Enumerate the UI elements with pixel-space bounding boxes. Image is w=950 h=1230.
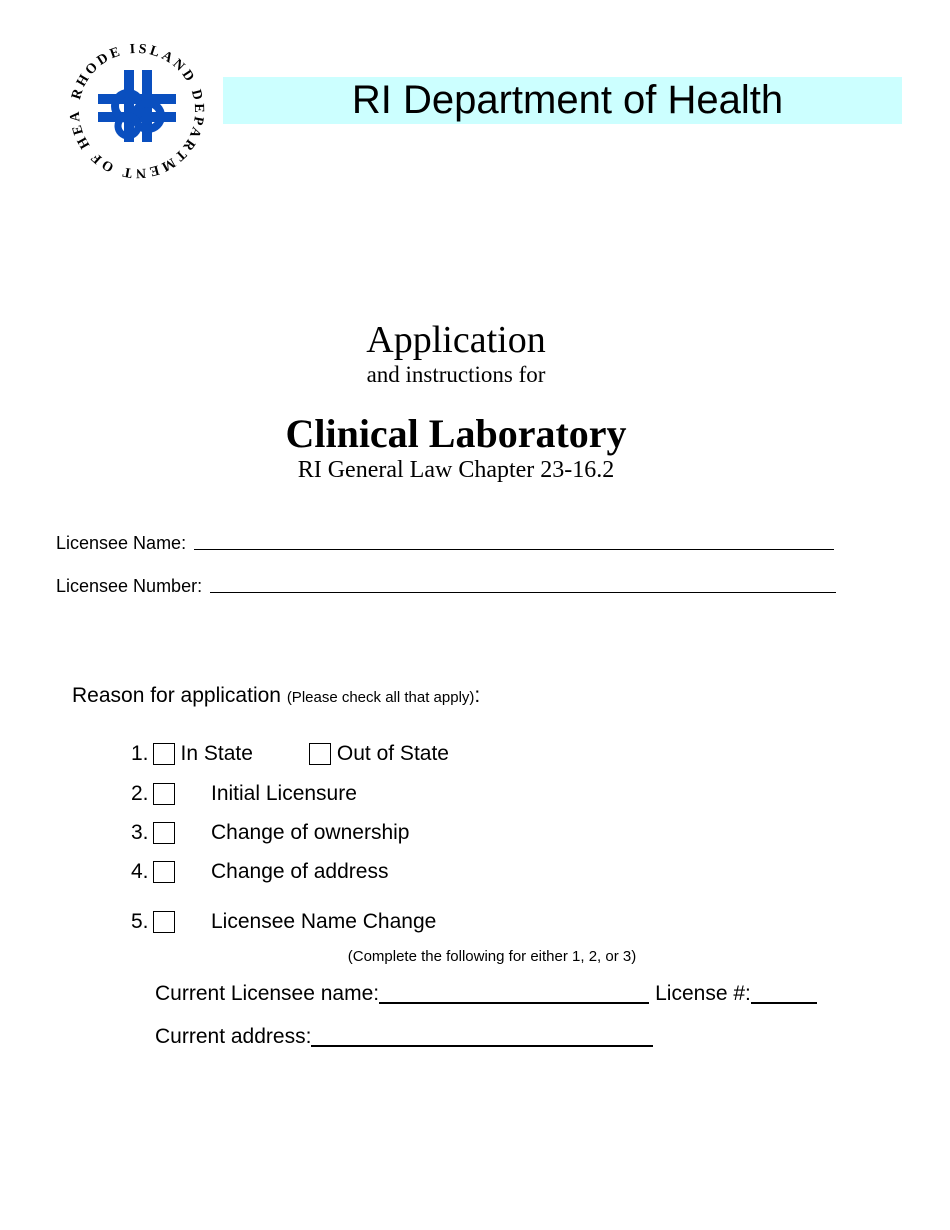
reason-colon: : [474,684,481,707]
licensee-name-change-checkbox[interactable] [153,911,175,933]
item-number: 4. [131,860,149,883]
item-number: 2. [131,782,149,805]
initial-licensure-checkbox[interactable] [153,783,175,805]
application-title: Application [366,319,546,361]
current-licensee-name-label: Current Licensee name: [155,982,380,1005]
reason-heading [72,684,480,708]
out-of-state-label: Out of State [336,742,449,765]
reason-item-1 [131,742,449,766]
item-number: 1. [131,742,149,765]
current-address-field[interactable] [311,1044,653,1047]
form-heading: Clinical Laboratory [285,411,627,456]
department-seal [62,36,212,186]
licensee-name-change-label: Licensee Name Change [211,910,437,933]
reason-note: (Please check all that apply) [286,689,475,706]
current-licensee-row [155,982,817,1006]
reason-label: Reason for application [72,684,281,707]
seal-emblem [98,70,176,142]
seal-ring-text: RHODE ISLAND DEPARTMENT OF HEA [67,41,207,181]
change-of-address-checkbox[interactable] [153,861,175,883]
item-number: 3. [131,821,149,844]
change-of-ownership-checkbox[interactable] [153,822,175,844]
in-state-checkbox[interactable] [153,743,175,765]
header-banner [223,77,902,124]
seal-graphic [62,36,212,186]
reason-item-3 [131,821,410,845]
licensee-number-row [56,576,836,597]
licensee-name-field[interactable] [194,548,834,550]
out-of-state-checkbox[interactable] [309,743,331,765]
change-of-address-label: Change of address [211,860,389,883]
in-state-label: In State [180,742,253,765]
license-number-field[interactable] [751,1001,817,1004]
item-number: 5. [131,910,149,933]
law-reference: RI General Law Chapter 23-16.2 [297,457,615,483]
current-address-row [155,1025,653,1049]
current-licensee-name-field[interactable] [379,1001,649,1004]
reason-item-2 [131,782,357,806]
complete-instruction: (Complete the following for either 1, 2, or 3) [347,948,637,965]
initial-licensure-label: Initial Licensure [211,782,357,805]
licensee-name-row [56,533,834,554]
reason-item-5 [131,910,437,934]
licensee-number-field[interactable] [210,591,836,593]
reason-item-4 [131,860,389,884]
licensee-name-label: Licensee Name: [56,533,187,553]
license-number-label: License #: [655,982,751,1005]
application-subtitle: and instructions for [366,362,546,387]
licensee-number-label: Licensee Number: [56,576,203,596]
change-of-ownership-label: Change of ownership [211,821,410,844]
current-address-label: Current address: [155,1025,312,1048]
department-title: RI Department of Health [351,78,784,122]
